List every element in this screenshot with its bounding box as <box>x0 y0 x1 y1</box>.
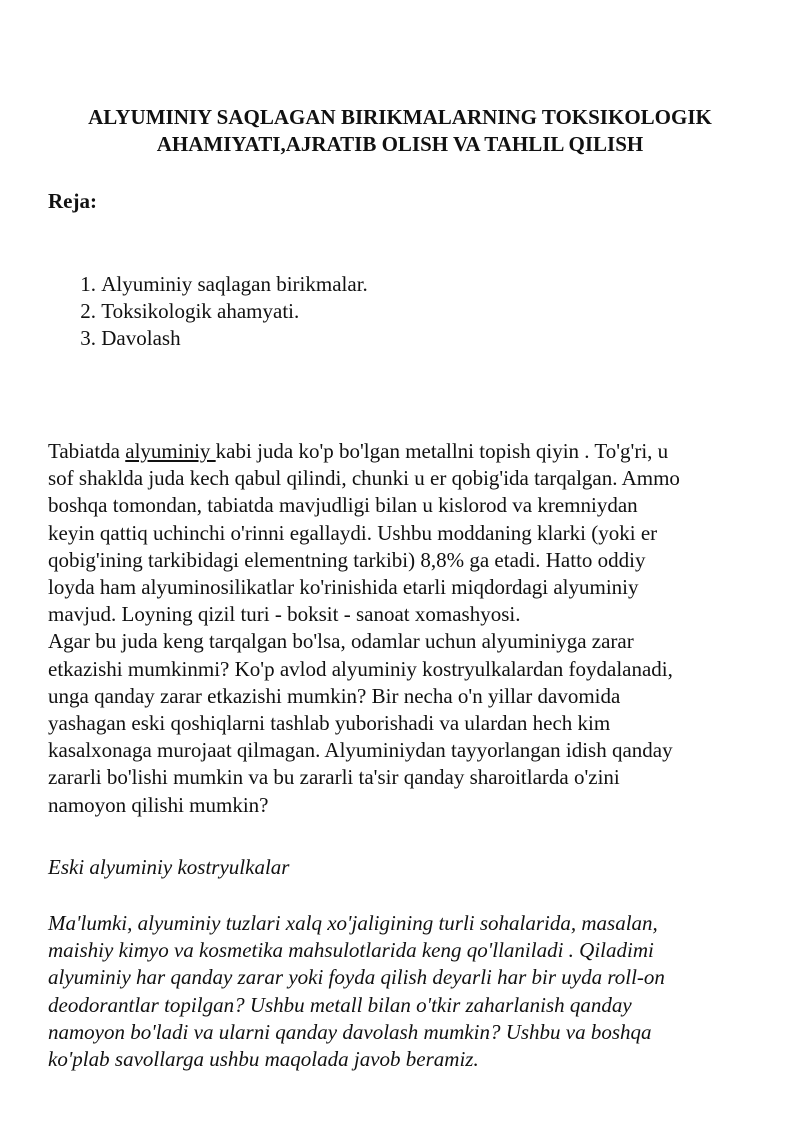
paragraph-line: loyda ham alyuminosilikatlar ko'rinishida etarli miqdordagi alyuminiy <box>48 575 639 600</box>
plan-item-number: 3. <box>80 326 96 350</box>
plan-item <box>48 271 368 298</box>
paragraph-line: Ma'lumki, alyuminiy tuzlari xalq xo'jaligining turli sohalarida, masalan, <box>48 911 658 935</box>
paragraph-line: keyin qattiq uchinchi o'rinni egallaydi. Ushbu moddaning klarki (yoki er <box>48 520 658 545</box>
paragraph-line: zararli bo'lishi mumkin va bu zararli ta'sir qanday sharoitlarda o'zini <box>48 765 620 790</box>
plan-list <box>48 271 368 352</box>
paragraph-line: alyuminiy har qanday zarar yoki foyda qilish deyarli har bir uyda roll-on <box>48 965 665 990</box>
plan-item-text: Davolash <box>101 326 181 350</box>
plan-item-number: 1. <box>80 272 96 296</box>
plan-item-number: 2. <box>80 299 96 323</box>
line-text: kabi juda ko'p bo'lgan metallni topish qiyin . To'g'ri, u <box>215 439 669 463</box>
paragraph-line: boshqa tomondan, tabiatda mavjudligi bilan u kislorod va kremniydan <box>48 493 638 518</box>
paragraph-line: ko'plab savollarga ushbu maqolada javob beramiz. <box>48 1047 479 1072</box>
paragraph-line <box>48 438 768 465</box>
paragraph-line: unga qanday zarar etkazishi mumkin? Bir necha o'n yillar davomida <box>48 683 621 708</box>
paragraph-line: sof shaklda juda kech qabul qilindi, chunki u er qobig'ida tarqalgan. Ammo <box>48 466 680 491</box>
paragraph-line: deodorantlar topilgan? Ushbu metall bilan o'tkir zaharlanish qanday <box>48 992 632 1017</box>
line-text: Tabiatda <box>48 439 126 463</box>
plan-item-text: Alyuminiy saqlagan birikmalar. <box>101 272 368 296</box>
paragraph-line: maishiy kimyo va kosmetika mahsulotlarida keng qo'llaniladi . Qiladimi <box>48 938 654 963</box>
paragraph-line: namoyon qilishi mumkin? <box>48 792 269 817</box>
title-line: ALYUMINIY SAQLAGAN BIRIKMALARNING TOKSIKOLOGIK <box>88 105 712 129</box>
document-title <box>40 104 760 158</box>
section-subheading: Eski alyuminiy kostryulkalar <box>48 855 290 879</box>
paragraph-line: qobig'ining tarkibidagi elementning tarkibi) 8,8% ga etadi. Hatto oddiy <box>48 547 646 572</box>
intro-paragraph <box>48 438 768 819</box>
paragraph-line: yashagan eski qoshiqlarni tashlab yuborishadi va ulardan hech kim <box>48 711 611 736</box>
plan-item <box>48 298 368 325</box>
paragraph-line: namoyon bo'ladi va ularni qanday davolash mumkin? Ushbu va boshqa <box>48 1019 652 1044</box>
plan-item <box>48 325 368 352</box>
plan-item-text: Toksikologik ahamyati. <box>101 299 300 323</box>
paragraph-line: mavjud. Loyning qizil turi - boksit - sanoat xomashyosi. <box>48 602 521 627</box>
italic-paragraph <box>48 910 768 1073</box>
paragraph-line: etkazishi mumkinmi? Ko'p avlod alyuminiy kostryulkalardan foydalanadi, <box>48 656 673 681</box>
alyuminiy-link[interactable]: alyuminiy <box>125 439 216 463</box>
plan-heading: Reja: <box>48 189 97 213</box>
title-line: AHAMIYATI,AJRATIB OLISH VA TAHLIL QILISH <box>156 132 644 156</box>
paragraph-line: Agar bu juda keng tarqalgan bo'lsa, odamlar uchun alyuminiyga zarar <box>48 629 634 654</box>
paragraph-line: kasalxonaga murojaat qilmagan. Alyuminiydan tayyorlangan idish qanday <box>48 738 673 763</box>
